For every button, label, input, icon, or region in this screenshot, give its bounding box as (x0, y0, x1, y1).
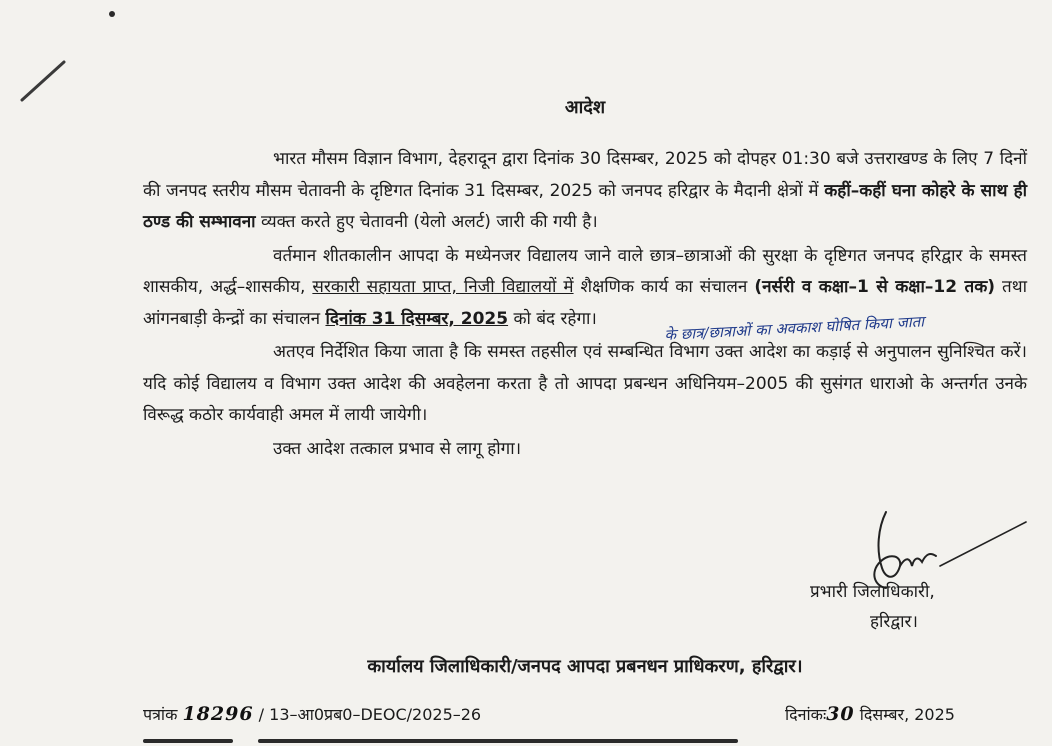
paragraph-segment: शैक्षणिक कार्य का संचालन (573, 277, 755, 297)
cutoff-text-line (143, 736, 743, 746)
signatory-block (810, 577, 1010, 637)
paragraph-segment: दिनांक 31 दिसम्बर, 2025 (325, 308, 509, 329)
paragraph-segment: (नर्सरी व कक्षा–1 से कक्षा–12 तक) (754, 277, 996, 297)
order-paragraph (143, 144, 1027, 239)
handwritten-note: के छात्र/छात्राओं का अवकाश घोषित किया जाता (664, 312, 925, 344)
reference-handwritten-number: 18296 (182, 703, 254, 725)
reference-suffix: / 13–आ0प्रब0–DEOC/2025–26 (258, 705, 482, 724)
paragraph-segment: अतएव निर्देशित किया जाता है कि समस्त तहसील एवं सम्बन्धित विभाग उक्त आदेश का कड़ाई से अनुपालन सुनिश्चित करें। यदि कोई विद्यालय व विभाग उक्त आदेश की अवहेलना करता है तो आपदा प्रबन्धन अधिनियम–2005 की सुसंगत धाराओ के अन्तर्गत उनके विरूद्ध कठोर कार्यवाही अमल में लायी जायेगी। (143, 342, 1027, 425)
paragraph-segment: वर्तमान शीतकालीन आपदा के मध्येनजर विद्यालय जाने वाले छात्र–छात्राओं की सुरक्षा के दृष्टिगत जनपद हरिद्वार के समस्त शासकीय, अर्द्ध–शासकीय, (143, 245, 1027, 297)
paragraph-segment: उक्त आदेश तत्काल प्रभाव से लागू होगा। (273, 438, 522, 459)
pen-stroke-mark (0, 0, 120, 110)
paragraph-segment: को बंद रहेगा। (508, 308, 597, 329)
paragraph-segment: व्यक्त करते हुए चेतावनी (येलो अलर्ट) जारी की गयी है। (255, 212, 598, 232)
paragraph-segment: कहीं–कहीं घना कोहरे के साथ ही ठण्ड की सम्भावना (143, 180, 1028, 232)
order-paragraph (143, 337, 1027, 432)
signatory-designation: प्रभारी जिलाधिकारी, (810, 582, 935, 602)
date-rest: दिसम्बर, 2025 (859, 705, 955, 724)
reference-label: पत्रांक (143, 705, 178, 724)
order-body (143, 144, 1027, 465)
signatory-place: हरिद्वार। (870, 612, 918, 632)
paragraph-segment: सरकारी सहायता प्राप्त, निजी विद्यालयों में (312, 277, 574, 297)
paragraph-segment: तथा आंगनबाड़ी केन्द्रों का संचालन (143, 277, 1027, 329)
order-title: आदेश (564, 97, 606, 118)
reference-line (143, 703, 481, 725)
date-handwritten-day: 30 (826, 703, 855, 725)
date-label: दिनांकः (785, 705, 827, 724)
paragraph-segment: भारत मौसम विज्ञान विभाग, देहरादून द्वारा दिनांक 30 दिसम्बर, 2025 को दोपहर 01:30 बजे उत्तराखण्ड के लिए 7 दिनों की जनपद स्तरीय मौसम चेतावनी के दृष्टिगत दिनांक 31 दिसम्बर, 2025 को जनपद हरिद्वार के मैदानी क्षेत्रों में (143, 149, 1027, 201)
date-line (785, 703, 955, 725)
office-line: कार्यालय जिलाधिकारी/जनपद आपदा प्रबनधन प्राधिकरण, हरिद्वार। (367, 656, 803, 677)
order-paragraph (143, 434, 1027, 466)
